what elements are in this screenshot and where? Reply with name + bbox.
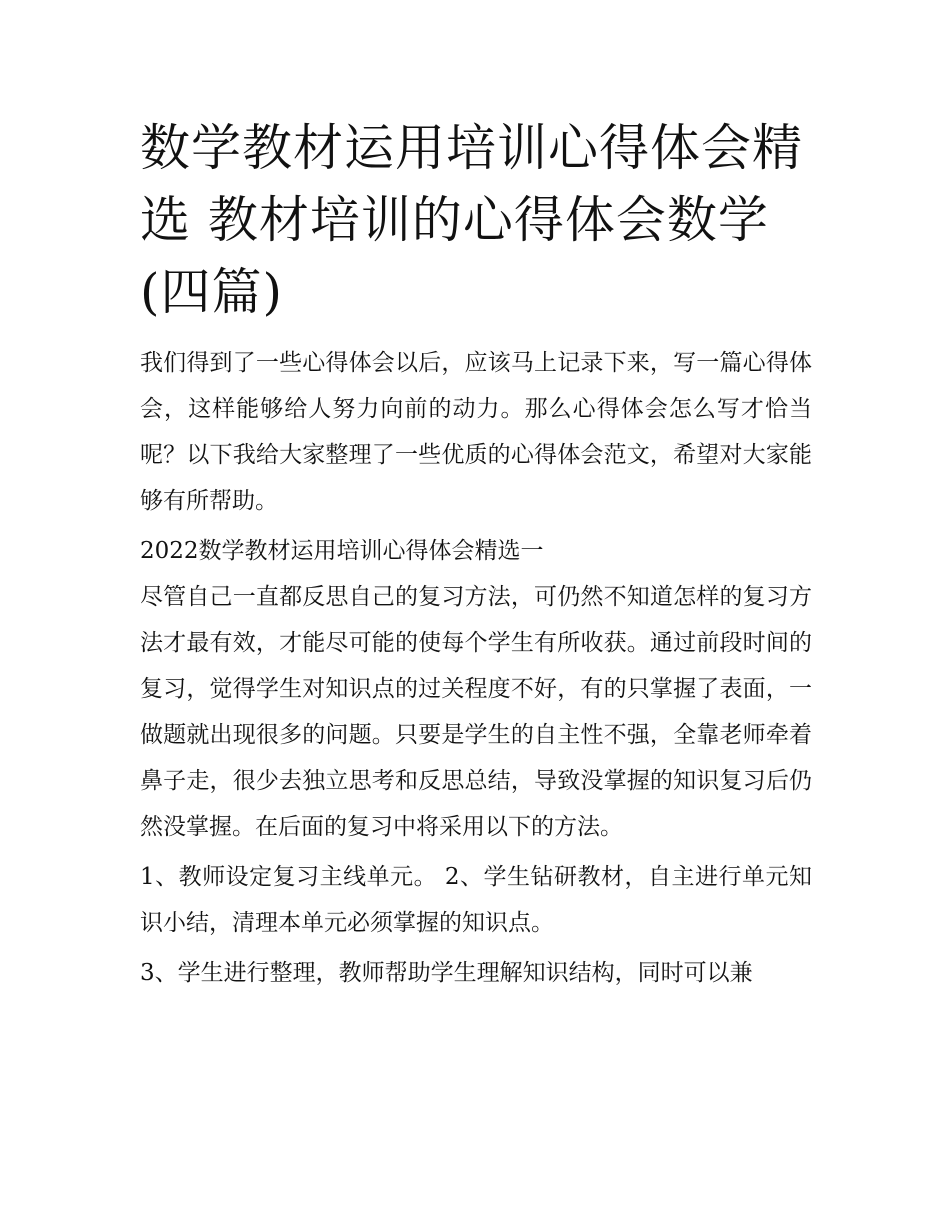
body-paragraph: 尽管自己一直都反思自己的复习方法，可仍然不知道怎样的复习方法才最有效，才能尽可能的使每个学生有所收获。通过前段时间的复习，觉得学生对知识点的过关程度不好，有的只掌握了表面，一做题就出现很多的问题。只要是学生的自主性不强，全靠老师牵着鼻子走，很少去独立思考和反思总结，导致没掌握的知识复习后仍然没掌握。在后面的复习中将采用以下的方法。 bbox=[140, 584, 812, 840]
section-heading: 2022数学教材运用培训心得体会精选一 bbox=[140, 538, 544, 564]
intro-paragraph: 我们得到了一些心得体会以后，应该马上记录下来，写一篇心得体会，这样能够给人努力向前的动力。那么心得体会怎么写才恰当呢？以下我给大家整理了一些优质的心得体会范文，希望对大家能够有所帮助。 bbox=[140, 350, 812, 514]
list-item-1-2: 1、教师设定复习主线单元。 2、学生钻研教材，自主进行单元知识小结，清理本单元必须掌握的知识点。 bbox=[140, 864, 812, 936]
document-page bbox=[140, 112, 812, 996]
document-title: 数学教材运用培训心得体会精选 教材培训的心得体会数学(四篇) bbox=[140, 119, 803, 321]
list-item-3: 3、学生进行整理，教师帮助学生理解知识结构，同时可以兼 bbox=[140, 960, 753, 986]
